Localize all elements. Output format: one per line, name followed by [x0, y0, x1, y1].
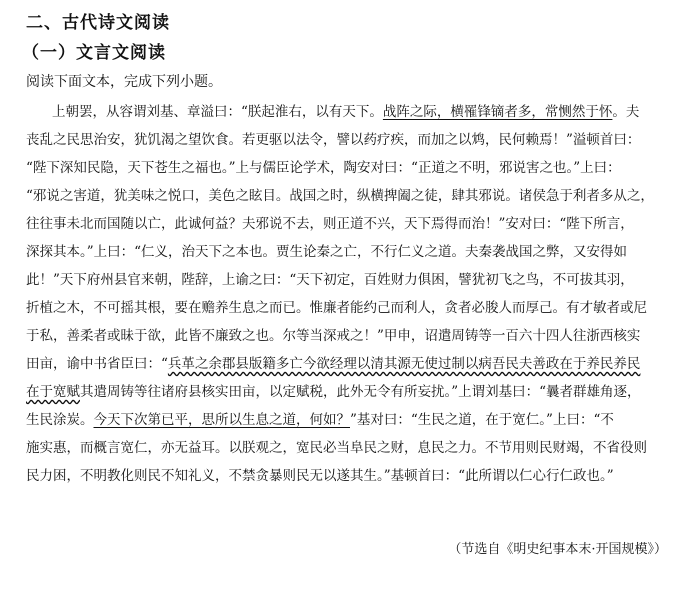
text-segment: 民力困，不明教化则民不知礼义，不禁贪暴则民无以遂其生。”基顿首曰：“此所谓以仁心行仁政也。” — [26, 468, 614, 484]
underlined-phrase: 今天下次第已平，思所以生息之道，何如？ — [93, 412, 350, 428]
passage-line — [26, 406, 674, 434]
passage-line — [26, 126, 674, 154]
subsection-heading: （一）文言文阅读 — [22, 43, 166, 63]
text-segment: ”基对曰：“生民之道，在于宽仁。”上曰：“不 — [350, 412, 614, 428]
text-segment: 施实惠，而概言宽仁，亦无益耳。以朕观之，宽民必当阜民之财，息民之力。不节用则民财竭，不省役则 — [26, 440, 647, 456]
text-segment: 丧乱之民思治安，犹饥渴之望饮食。若更驱以法令，譬以药疗疾，而加之以鸩，民何赖焉！”溢顿首曰： — [26, 132, 641, 148]
passage-line — [26, 238, 674, 266]
text-segment: “邪说之害道，犹美味之悦口，美色之眩目。战国之时，纵横捭阖之徒，肆其邪说。诸侯急于利者多从之， — [26, 188, 654, 204]
text-segment: 上朝罢，从容谓刘基、章溢曰：“朕起淮右，以有天下。 — [52, 104, 383, 120]
passage-line — [26, 350, 674, 378]
passage-line — [26, 294, 674, 322]
passage-line — [26, 462, 674, 490]
wavy-underlined-phrase: 在于宽赋 — [26, 384, 80, 400]
text-segment: 深探其本。”上曰：“仁义，治天下之本也。贾生论秦之亡，不行仁义之道。夫秦袭战国之弊，又安得如 — [26, 244, 628, 260]
text-segment: 往往事未北而国随以亡，此诚何益？夫邪说不去，则正道不兴，天下焉得而治！”安对曰：“陛下所言， — [26, 216, 634, 232]
underlined-phrase: 战阵之际，横罹锋镝者多，常恻然于怀 — [382, 104, 613, 120]
passage-line — [26, 210, 674, 238]
section-heading: 二、古代诗文阅读 — [26, 13, 170, 33]
passage-line — [26, 378, 674, 406]
text-segment: “陛下深知民隐，天下苍生之福也。”上与儒臣论学术，陶安对曰：“正道之不明，邪说害之也。”上曰： — [26, 160, 621, 176]
instruction-text: 阅读下面文本，完成下列小题。 — [26, 74, 222, 90]
text-segment: 于私，善柔者或昧于欲，此皆不廉致之也。尔等当深戒之！”甲申，诏遣周铸等一百六十四人往浙西核实 — [26, 328, 641, 344]
text-segment: 生民涂炭。 — [26, 412, 94, 428]
passage-line — [26, 434, 674, 462]
text-segment: 。夫 — [612, 104, 640, 120]
passage-line — [26, 182, 674, 210]
passage-line — [26, 154, 674, 182]
text-segment: 田亩，谕中书省臣曰：“ — [26, 356, 168, 372]
wavy-underlined-phrase: 兵革之余郡县版籍多亡今欲经理以清其源无使过制以病吾民夫善政在于养民养民 — [167, 356, 641, 372]
passage-line — [26, 266, 674, 294]
text-segment: 其遣周铸等往诸府县核实田亩，以定赋税，此外无令有所妄扰。”上谓刘基曰：“曩者群雄角逐， — [80, 384, 641, 400]
passage-text — [26, 98, 674, 490]
passage-line — [26, 98, 674, 126]
text-segment: 折植之木，不可摇其根，要在赡养生息之而已。惟廉者能约己而利人，贪者必朘人而厚己。有才敏者或尼 — [26, 300, 647, 316]
source-citation: （节选自《明史纪事本末·开国规模》） — [448, 542, 667, 557]
text-segment: 此！”天下府州县官来朝，陛辞，上谕之曰：“天下初定，百姓财力俱困，譬犹初飞之鸟，不可拔其羽， — [26, 272, 634, 288]
passage-line — [26, 322, 674, 350]
